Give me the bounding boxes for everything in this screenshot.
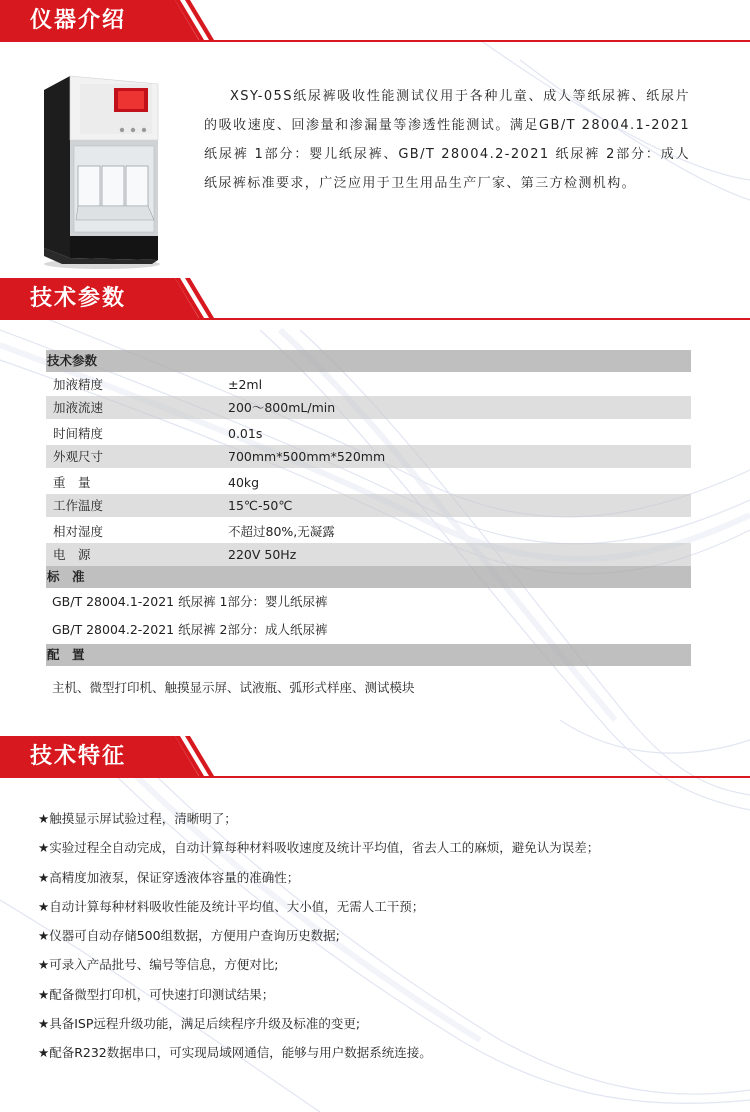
- params-section-header: [0, 278, 750, 320]
- table-row: [46, 616, 691, 644]
- feature-item: ★触摸显示屏试验过程，清晰明了；: [38, 811, 237, 826]
- param-value: 0.01s: [228, 426, 263, 441]
- config-item: 主机、微型打印机、触摸显示屏、试液瓶、弧形式样座、测试模块: [52, 680, 415, 695]
- param-key: 时间精度: [53, 426, 104, 441]
- features-section-title: 技术特征: [30, 744, 127, 769]
- table-row: [46, 373, 691, 396]
- features-list: [38, 804, 718, 1068]
- table-row: [46, 666, 691, 710]
- param-value: 200～800mL/min: [228, 400, 336, 415]
- table-header-config: [46, 644, 691, 666]
- feature-item: ★自动计算每种材料吸收性能及统计平均值、大小值，无需人工干预；: [38, 898, 425, 914]
- feature-item: ★配备R232数据串口，可实现局域网通信，能够与用户数据系统连接。: [38, 1045, 432, 1061]
- feature-item: ★高精度加液泵，保证穿透液体容量的准确性；: [38, 869, 300, 885]
- table-row: [46, 520, 691, 543]
- param-value: 40kg: [228, 475, 260, 490]
- feature-item: ★实验过程全自动完成，自动计算每种材料吸收速度及统计平均值，省去人工的麻烦，避免认为误差；: [38, 840, 600, 856]
- table-row: [46, 445, 691, 468]
- table-row: [46, 543, 691, 566]
- table-row: [46, 494, 691, 517]
- features-section-header: [0, 736, 750, 778]
- params-table: [46, 350, 691, 710]
- table-header-label: 技术参数: [47, 353, 98, 368]
- param-key: 电 源: [53, 547, 91, 562]
- param-value: 不超过80%,无凝露: [228, 524, 335, 539]
- intro-section-title: 仪器介绍: [30, 8, 127, 33]
- table-row: [46, 588, 691, 616]
- param-value: 700mm*500mm*520mm: [228, 449, 386, 464]
- feature-item: ★配备微型打印机，可快速打印测试结果；: [38, 986, 275, 1002]
- intro-section-header: [0, 0, 750, 42]
- params-section-title: 技术参数: [30, 286, 127, 311]
- table-header-label: 配 置: [47, 647, 85, 662]
- table-row: [46, 471, 691, 494]
- param-key: 工作温度: [53, 498, 104, 513]
- param-value: 15℃-50℃: [228, 498, 293, 513]
- standard-item: GB/T 28004.1-2021 纸尿裤 1部分：婴儿纸尿裤: [52, 594, 328, 609]
- feature-item: ★可录入产品批号、编号等信息，方便对比;: [38, 957, 279, 973]
- table-header-tech: [46, 350, 691, 372]
- table-row: [46, 422, 691, 445]
- table-header-label: 标 准: [47, 569, 85, 584]
- product-image: [40, 70, 160, 270]
- param-value: ±2ml: [228, 377, 263, 392]
- standard-item: GB/T 28004.2-2021 纸尿裤 2部分：成人纸尿裤: [52, 622, 328, 637]
- intro-paragraph: XSY-05S纸尿裤吸收性能测试仪用于各种儿童、成人等纸尿裤、纸尿片的吸收速度、回渗量和渗漏量等渗透性能测试。满足GB/T 28004.1-2021 纸尿裤 1部分：婴儿纸尿裤、GB/T 28004.2-2021 纸尿裤 2部分：成人纸尿裤标准要求，广泛应用于卫生用品生产厂家、第三方检测机构。: [204, 89, 690, 191]
- param-key: 加液流速: [53, 400, 104, 415]
- feature-item: ★具备ISP远程升级功能，满足后续程序升级及标准的变更;: [38, 1016, 361, 1032]
- table-header-standard: [46, 566, 691, 588]
- table-row: [46, 396, 691, 419]
- param-key: 重 量: [53, 475, 91, 490]
- param-key: 加液精度: [53, 377, 104, 392]
- param-key: 外观尺寸: [53, 449, 104, 464]
- feature-item: ★仪器可自动存储500组数据，方便用户查询历史数据;: [38, 928, 340, 944]
- param-key: 相对湿度: [53, 524, 104, 539]
- param-value: 220V 50Hz: [228, 547, 297, 562]
